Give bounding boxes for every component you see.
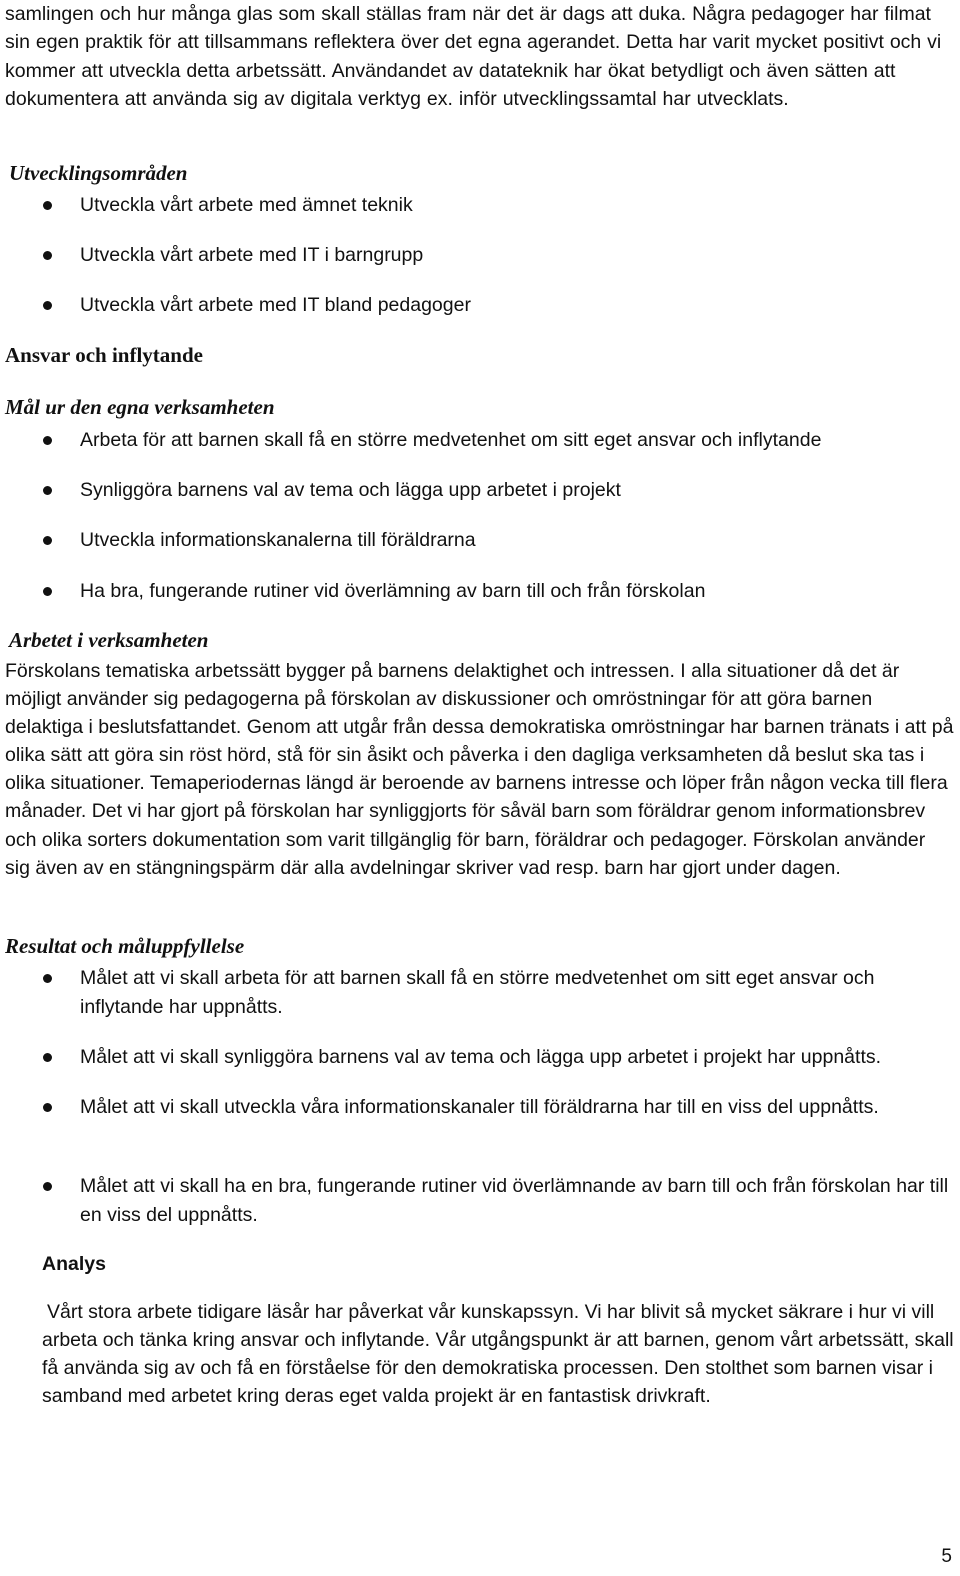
bullet-icon xyxy=(43,974,52,983)
list-item-text: Synliggöra barnens val av tema och lägga upp arbetet i projekt xyxy=(80,479,621,501)
bullet-icon xyxy=(43,536,52,545)
list-item-text: Ha bra, fungerande rutiner vid överlämning av barn till och från förskolan xyxy=(80,580,706,602)
bullet-icon xyxy=(43,1053,52,1062)
list-item-text: Målet att vi skall utveckla våra informationskanaler till föräldrarna har till en viss del uppnåtts. xyxy=(80,1096,879,1118)
bullet-icon xyxy=(43,436,52,445)
bullet-icon xyxy=(43,1103,52,1112)
heading-analys: Analys xyxy=(42,1253,106,1275)
list-item-text: Målet att vi skall ha en bra, fungerande rutiner vid överlämnande av barn till och från förskolan har till en viss del uppnåtts. xyxy=(80,1175,949,1226)
list-item-text: Utveckla vårt arbete med IT i barngrupp xyxy=(80,244,424,266)
intro-paragraph: samlingen och hur många glas som skall ställas fram när det är dags att duka. Några pedagoger har filmat sin egen praktik för att tillsammans reflektera över det egna agerandet. Detta har varit mycket positivt och vi kommer att utveckla detta arbetssätt. Användandet av datateknik har ökat betydligt och även sätten att dokumentera att använda sig av digitala verktyg ex. inför utvecklingssamtal har utvecklats. xyxy=(5,3,942,110)
list-item-text: Utveckla informationskanalerna till föräldrarna xyxy=(80,529,476,551)
list-item-text: Målet att vi skall synliggöra barnens val av tema och lägga upp arbetet i projekt har uppnåtts. xyxy=(80,1046,882,1068)
bullet-icon xyxy=(43,251,52,260)
bullet-icon xyxy=(43,1182,52,1191)
bullet-icon xyxy=(43,301,52,310)
heading-arbetet-i-verksamheten: Arbetet i verksamheten xyxy=(9,628,209,652)
bullet-icon xyxy=(43,587,52,596)
list-item-text: Utveckla vårt arbete med IT bland pedagoger xyxy=(80,294,471,316)
heading-mal: Mål ur den egna verksamheten xyxy=(5,395,275,419)
analys-paragraph: Vårt stora arbete tidigare läsår har påverkat vår kunskapssyn. Vi har blivit så mycket säkrare i hur vi vill arbeta och tänka kring ansvar och inflytande. Vår utgångspunkt är att barnen, genom vårt arbetssätt, skall få använda sig av och få en förståelse för den demokratiska processen. Den stolthet som barnen visar i samband med arbetet kring deras eget valda projekt är en fantastisk drivkraft. xyxy=(42,1301,954,1408)
heading-resultat: Resultat och måluppfyllelse xyxy=(5,934,245,958)
arbetet-paragraph: Förskolans tematiska arbetssätt bygger på barnens delaktighet och intressen. I alla situationer då det är möjligt använder sig pedagogerna på förskolan av diskussioner och omröstningar för att göra barnen delaktiga i beslutsfattandet. Genom att utgår från dessa demokratiska omröstningar har barnen tränats i att på olika sätt att göra sin röst hörd, stå för sin åsikt och påverka i den dagliga verksamheten då beslut ska tas i olika situationer. Temaperiodernas längd är beroende av barnens intresse och löper från någon vecka till flera månader. Det vi har gjort på förskolan har synliggjorts för såväl barn som föräldrar genom informationsbrev och olika sorters dokumentation som varit tillgänglig för barn, föräldrar och pedagoger. Förskolan använder sig även av en stängningspärm där alla avdelningar skriver vad resp. barn har gjort under dagen. xyxy=(5,660,954,879)
page-number: 5 xyxy=(941,1546,952,1567)
bullet-icon xyxy=(43,486,52,495)
heading-ansvar-och-inflytande: Ansvar och inflytande xyxy=(5,343,203,367)
list-item-text: Arbeta för att barnen skall få en större medvetenhet om sitt eget ansvar och inflytande xyxy=(80,429,822,451)
heading-utvecklingsomraden: Utvecklingsområden xyxy=(9,161,188,185)
bullet-icon xyxy=(43,201,52,210)
list-item-text: Målet att vi skall arbeta för att barnen skall få en större medvetenhet om sitt eget ansvar och inflytande har uppnåtts. xyxy=(80,967,875,1018)
list-item-text: Utveckla vårt arbete med ämnet teknik xyxy=(80,194,413,216)
